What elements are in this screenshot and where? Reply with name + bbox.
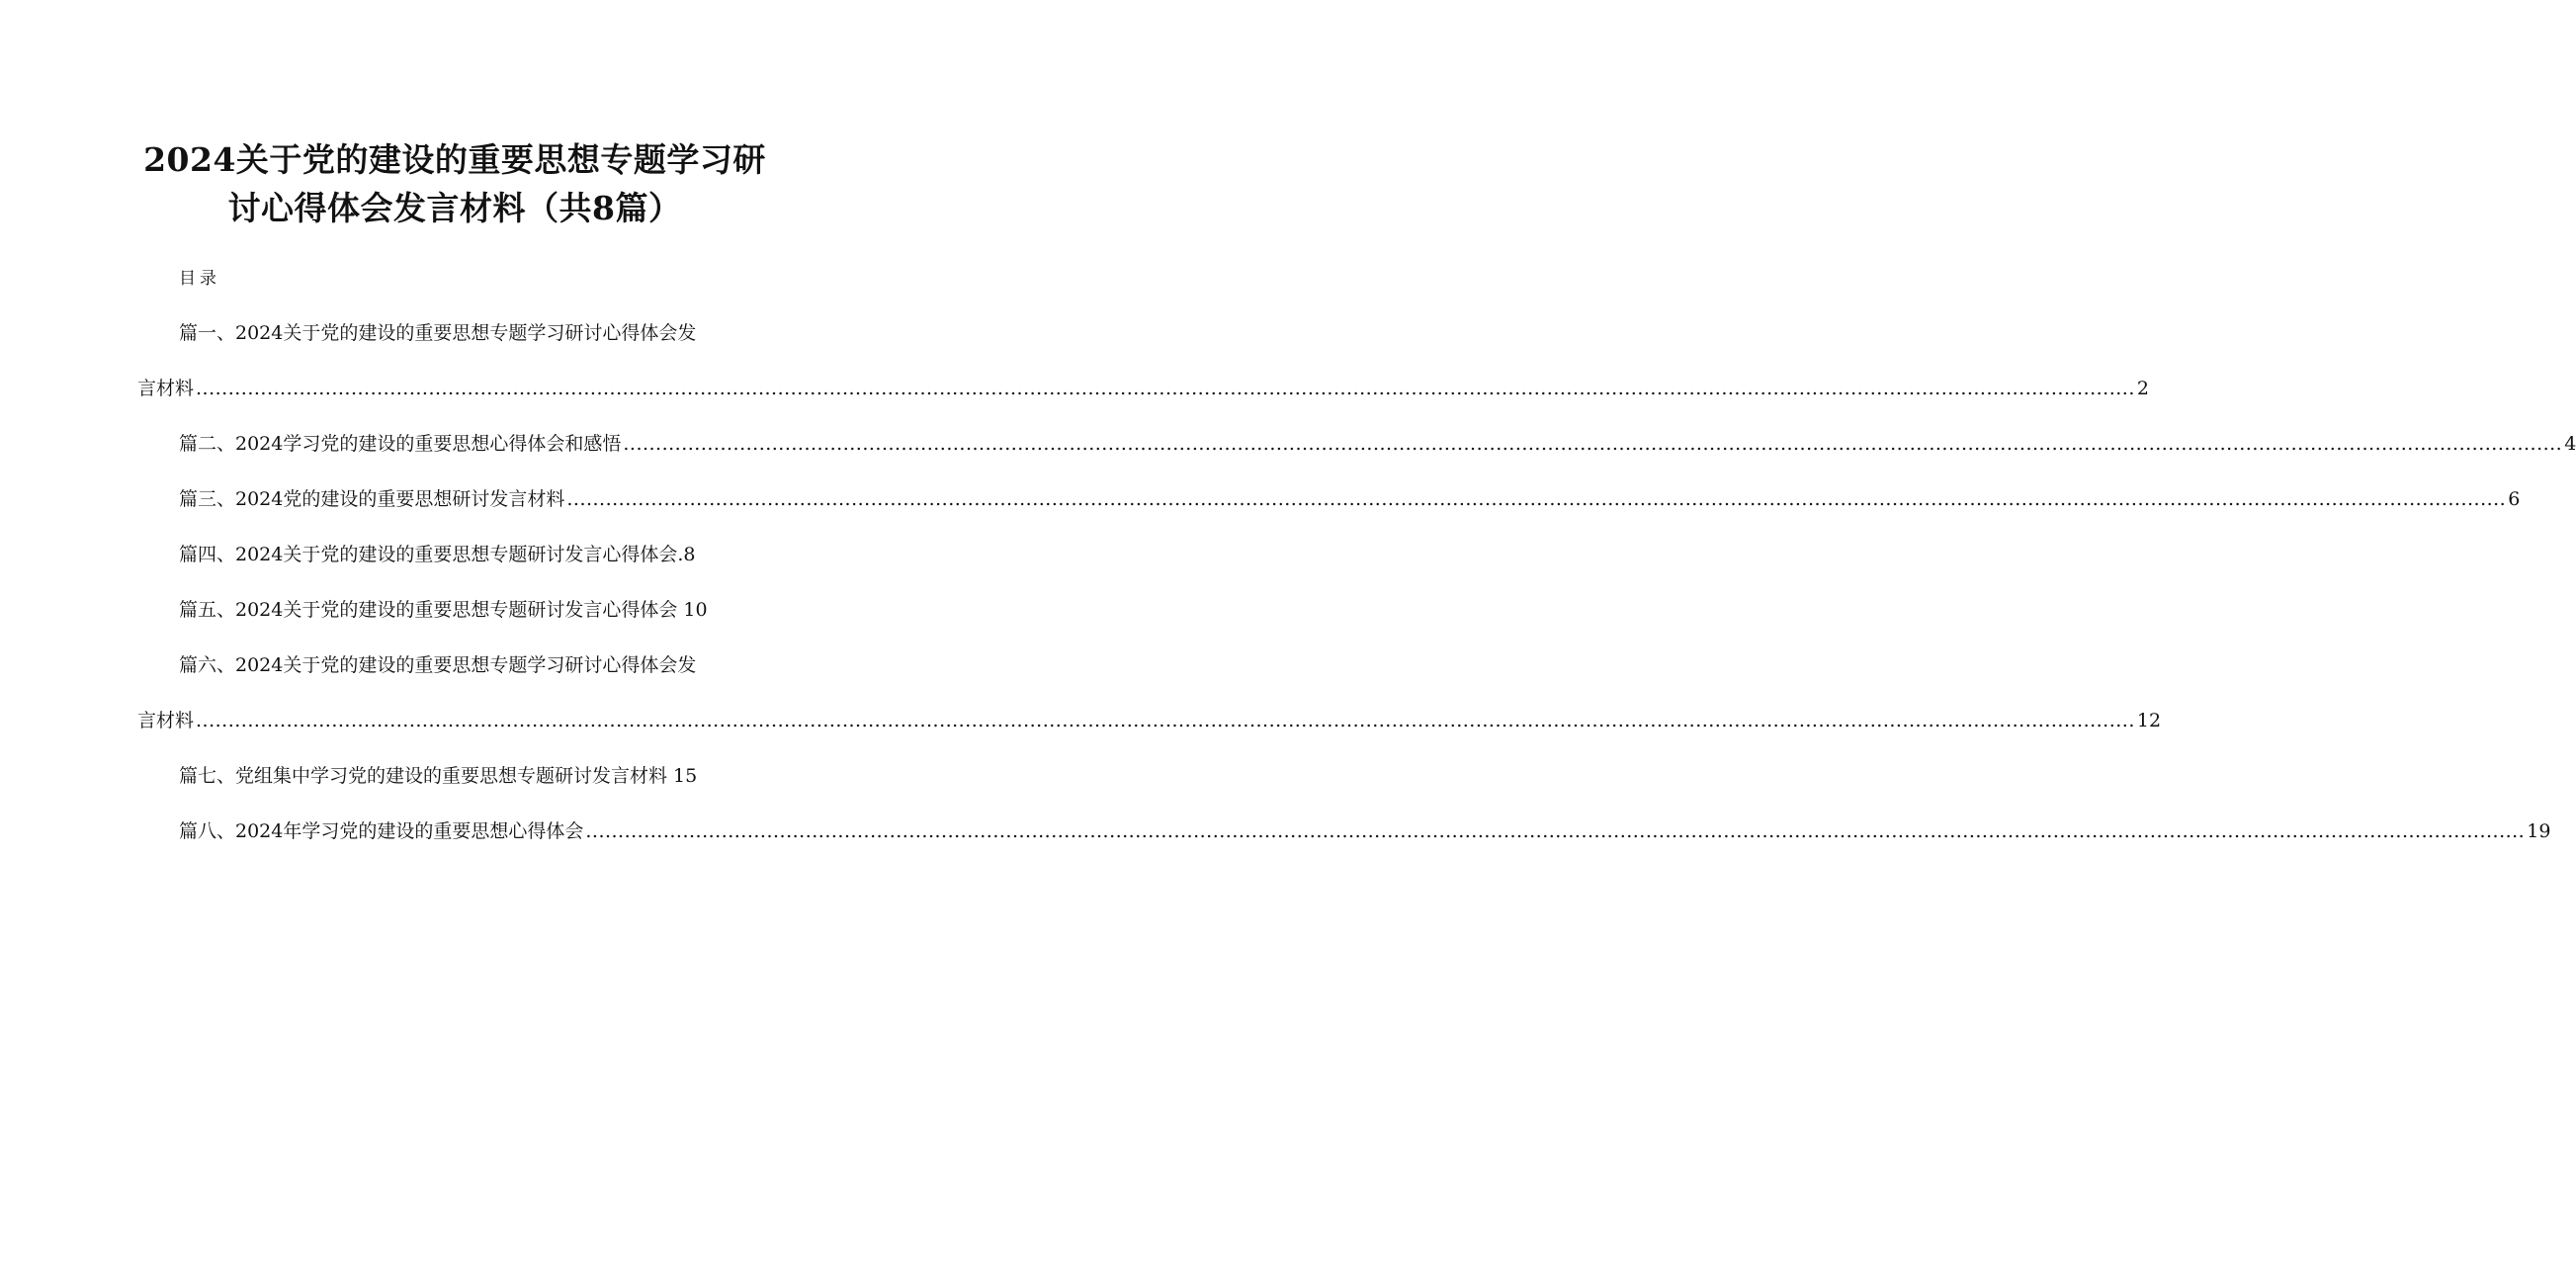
toc-entry-6-line-2[interactable]: [137, 708, 2162, 733]
toc-dot-leader: ............................................................................................................................................................................................................................................................................................................: [196, 378, 2135, 399]
toc-entry-text: 篇六、2024关于党的建设的重要思想专题学习研讨心得体会发: [179, 654, 697, 676]
toc-entry-6-line-1[interactable]: [179, 652, 696, 678]
toc-entry-1-line-2[interactable]: [137, 376, 2149, 401]
toc-dot-leader: ............................................................................................................................................................................................................................................................................................................: [566, 488, 2507, 510]
toc-dot-leader: ............................................................................................................................................................................................................................................................................................................: [196, 710, 2135, 731]
toc-entry-2[interactable]: [179, 431, 2576, 457]
toc-page-number: 12: [2136, 710, 2162, 731]
toc-entry-8[interactable]: [179, 818, 2551, 844]
toc-heading: 目录: [179, 269, 220, 289]
toc-page-number: 4: [2564, 433, 2576, 455]
toc-page-number: 15: [673, 765, 698, 787]
toc-entry-text: 篇七、党组集中学习党的建设的重要思想专题研讨发言材料: [179, 765, 668, 787]
toc-dot-leader: .: [677, 544, 684, 565]
toc-dot-leader: ............................................................................................................................................................................................................................................................................................................: [623, 433, 2563, 455]
toc-entry-text: 篇八、2024年学习党的建设的重要思想心得体会: [179, 820, 584, 842]
toc-entry-text: 言材料: [137, 378, 195, 399]
toc-entry-text: 篇三、2024党的建设的重要思想研讨发言材料: [179, 488, 565, 510]
toc-entry-text: 言材料: [137, 710, 195, 731]
toc-page-number: 8: [683, 544, 696, 565]
document-title-line-1: 2024关于党的建设的重要思想专题学习研: [143, 140, 766, 179]
toc-entry-7[interactable]: [179, 763, 697, 789]
toc-entry-3[interactable]: [179, 486, 2521, 512]
toc-entry-5[interactable]: [179, 597, 708, 623]
toc-dot-leader: ............................................................................................................................................................................................................................................................................................................: [585, 820, 2526, 842]
toc-page-number: 19: [2527, 820, 2551, 842]
toc-page-number: 2: [2136, 378, 2149, 399]
toc-page-number: 10: [683, 599, 708, 621]
document-title-line-2: 讨心得体会发言材料（共8篇）: [227, 189, 682, 227]
toc-entry-text: 篇五、2024关于党的建设的重要思想专题研讨发言心得体会: [179, 599, 678, 621]
toc-entry-text: 篇四、2024关于党的建设的重要思想专题研讨发言心得体会: [179, 544, 678, 565]
toc-page-number: 6: [2508, 488, 2521, 510]
toc-entry-4[interactable]: [179, 542, 696, 567]
toc-entry-text: 篇二、2024学习党的建设的重要思想心得体会和感悟: [179, 433, 622, 455]
toc-entry-text: 篇一、2024关于党的建设的重要思想专题学习研讨心得体会发: [179, 322, 697, 344]
toc-entry-1-line-1[interactable]: [179, 320, 696, 346]
